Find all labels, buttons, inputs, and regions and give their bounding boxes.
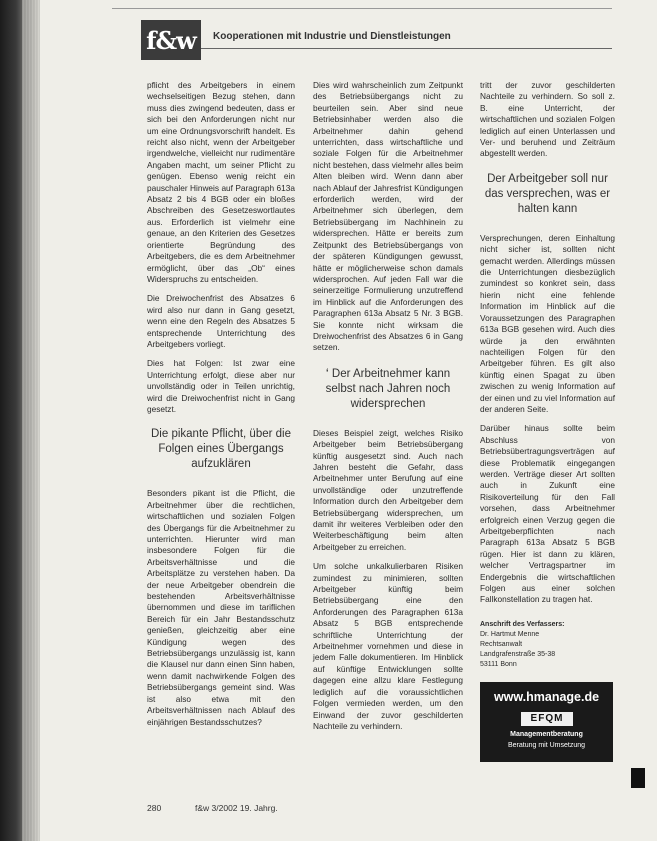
contact-name: Dr. Hartmut Menne (480, 630, 540, 638)
contact-street: Landgrafenstraße 35-38 (480, 650, 556, 658)
paragraph: Dies hat Folgen: Ist zwar eine Unterrichtung erfolgt, diese aber nur unvollständig oder in Teilen unrichtig, wird die Dreiwochenfrist nicht in Gang gesetzt. (147, 358, 295, 414)
ad-subtagline: Beratung mit Umsetzung (507, 742, 586, 749)
contact-firm: Rechtsanwalt (480, 640, 523, 648)
journal-logo: f&w (141, 20, 201, 60)
text-column-1 (147, 80, 295, 736)
paragraph: Dieses Beispiel zeigt, welches Risiko Arbeitgeber beim Betriebsübergang künftig ausgesetzt sind. Auch nach Jahren besteht die Gefahr, dass Arbeitnehmer unter Berufung auf eine unvollständige oder unzutreffende Information durch den Arbeitgeber dem Betriebsübergang widersprechen, um damit ihr weiteres Verbleiben oder den Weiterbeschäftigung beim alten Arbeitgeber zu erreichen. (313, 427, 463, 552)
page-number: 280 (147, 803, 162, 813)
text-column-3 (480, 80, 615, 670)
text-column-2 (313, 80, 463, 740)
contact-title: Anschrift des Verfassers: (480, 620, 565, 628)
advertisement (480, 682, 613, 762)
paragraph: Besonders pikant ist die Pflicht, die Arbeitnehmer über die rechtlichen, wirtschaftlichen und sozialen Folgen des Übergangs für die Arbeitnehmer zu unterrichten. Hierunter wird man insbesondere Folgen für die Arbeitsverhältnisse und die Arbeitsplätze zu verstehen haben. Da der neue Arbeitgeber obendrein die bestehenden Arbeitsverhältnisse übernommen und diese im tariflichen Bereich für ein Jahr Bestandsschutz genießen, gleichzeitig aber eine Kündigung wegen des Betriebsübergangs unzulässig ist, kann die Klausel nur dann einen Sinn haben, wenn damit nachwirkende Folgen des Betriebsübergangs gemeint sind. Was ist also etwa mit den Arbeitsverhältnissen nach Ablauf des einjährigen Bestandsschutzes? (147, 488, 295, 727)
paragraph: Versprechungen, deren Einhaltung nicht sicher ist, sollten nicht gemacht werden. Allerdings müssen die Unterrichtungen diesbezüglich zumindest so konkret sein, dass hierin nicht eine fehlende Information im Hinblick auf die Voraussetzungen des Paragraphen 613a BGB gesehen wird. Auch dies würde ja den erwähnten nachteiligen Folgen für den Arbeitgeber führen. Es gilt also künftig einen Spagat zu üben zwischen zu wenig Information auf der einen und zu viel Information auf der anderen Seite. (480, 232, 615, 414)
ad-url: www.hmanage.de (493, 690, 600, 704)
ad-tagline: Managementberatung (510, 731, 583, 738)
page-marker (631, 768, 645, 788)
efqm-logo-icon: EFQM (521, 712, 573, 726)
subheading: Der Arbeitgeber soll nur das versprechen, was er halten kann (484, 172, 611, 215)
paragraph: Darüber hinaus sollte beim Abschluss von Betriebsübertragungsverträgen auf diese Problematik eingegangen werden. Verträge dieser Art sollten auch in Zukunft eine Risikoverteilung für den Fall vorsehen, dass Arbeitnehmer erfolgreich einen Verzug gegen die Arbeitgeberpflichten nach Paragraph 613a Absatz 5 BGB rügen. Hier ist dann zu klären, welcher Vertragspartner im Endergebnis die wirtschaftlichen Folgen aus einer solchen Fallkonstellation zu tragen hat. (480, 423, 615, 605)
contact-city: 53111 Bonn (480, 660, 517, 668)
header-rule (201, 48, 612, 49)
subheading: Die pikante Pflicht, über die Folgen eines Übergangs aufzuklären (151, 428, 291, 471)
paragraph: Die Dreiwochenfrist des Absatzes 6 wird also nur dann in Gang gesetzt, wenn eine den Regeln des Absatzes 5 entsprechende Unterrichtung des Arbeitgebers vorliegt. (147, 293, 295, 349)
paragraph: tritt der zuvor geschilderten Nachteile zu verhindern. So soll z. B. eine Unterricht, der wirtschaftlichen und sozialen Folgen lediglich auf einen Unterlassen und Ver- und beruhend und Zeiträum abgestellt werden. (480, 80, 615, 159)
paragraph: Um solche unkalkulierbaren Risiken zumindest zu minimieren, sollten Arbeitgeber künftig beim Betriebsübergang eine den Anforderungen des Paragraphen 613a Absatz 5 BGB entsprechende schriftliche Unterrichtung der Arbeitnehmer vornehmen und diese in jedem Falle dokumentieren. Im Hinblick auf künftige Entwicklungen sollte dagegen eine allzu klare Festlegung lediglich auf die voraussichtlichen Folgen vermieden werden, um den Einwand der zuvor geschilderten Nachteile zu verhindern. (313, 561, 463, 731)
section-title: Kooperationen mit Industrie und Dienstleistungen (213, 31, 451, 42)
paragraph: pflicht des Arbeitgebers in einem wechselseitigen Bezug stehen, dann muss dies zwingend bedeuten, dass er sich bei den Anforderungen nicht nur um eine Ordnungsvorschrift handelt. Es reicht also nicht, wenn der Arbeitgeber irgendwelche, vielleicht nur rudimentäre Angaben macht, um seiner Pflicht zu genügen. Ebenso wenig reicht ein pauschaler Hinweis auf Paragraph 613a Absatz 2 bis 4 BGB oder ein bloßes Abschreiben des Gesetzeswortlautes aus. Erforderlich ist vielmehr eine genaue, an den Kriterien des Gesetzes orientierte Begründung des Arbeitgebers, die es dem Arbeitnehmer ermöglicht, über das „Ob“ eines Widerspruchs zu entscheiden. (147, 80, 295, 284)
quote-mark-icon: ‘ (325, 364, 329, 381)
subheading-text: Der Arbeitnehmer kann selbst nach Jahren noch widersprechen (325, 367, 451, 410)
paragraph: Dies wird wahrscheinlich zum Zeitpunkt des Betriebsübergangs nicht zu beurteilen sein. Aber sind neue Betriebsinhaber werden also die Arbeitnehmer dahin gehend unterrichten, dass wirtschaftliche und soziale Folgen für die Arbeitnehmer nicht bestehen, dass vielmehr alles beim Alten bleiben wird. Wenn dann aber nach Ablauf der Jahresfrist Kündigungen erforderlich werden, wird der Arbeitnehmer sich überlegen, dem Betriebsübergang im Nachhinein zu widersprechen. Hätte er bereits zum Zeitpunkt des Betriebsübergangs von der späteren Kündigungen gewusst, hätte er möglicherweise schon damals widersprochen. Auf jeden Fall war die seinerzeitige Formulierung unzutreffend im Hinblick auf die Anforderungen des Paragraphen 613a Absatz 5 Nr. 3 BGB. Sie konnte nicht wirksam die Dreiwochenfrist des Absatzes 6 in Gang setzen. (313, 80, 463, 353)
subheading (313, 366, 463, 412)
author-contact (480, 620, 615, 670)
top-rule (112, 8, 612, 9)
issue-info: f&w 3/2002 19. Jahrg. (195, 803, 278, 813)
